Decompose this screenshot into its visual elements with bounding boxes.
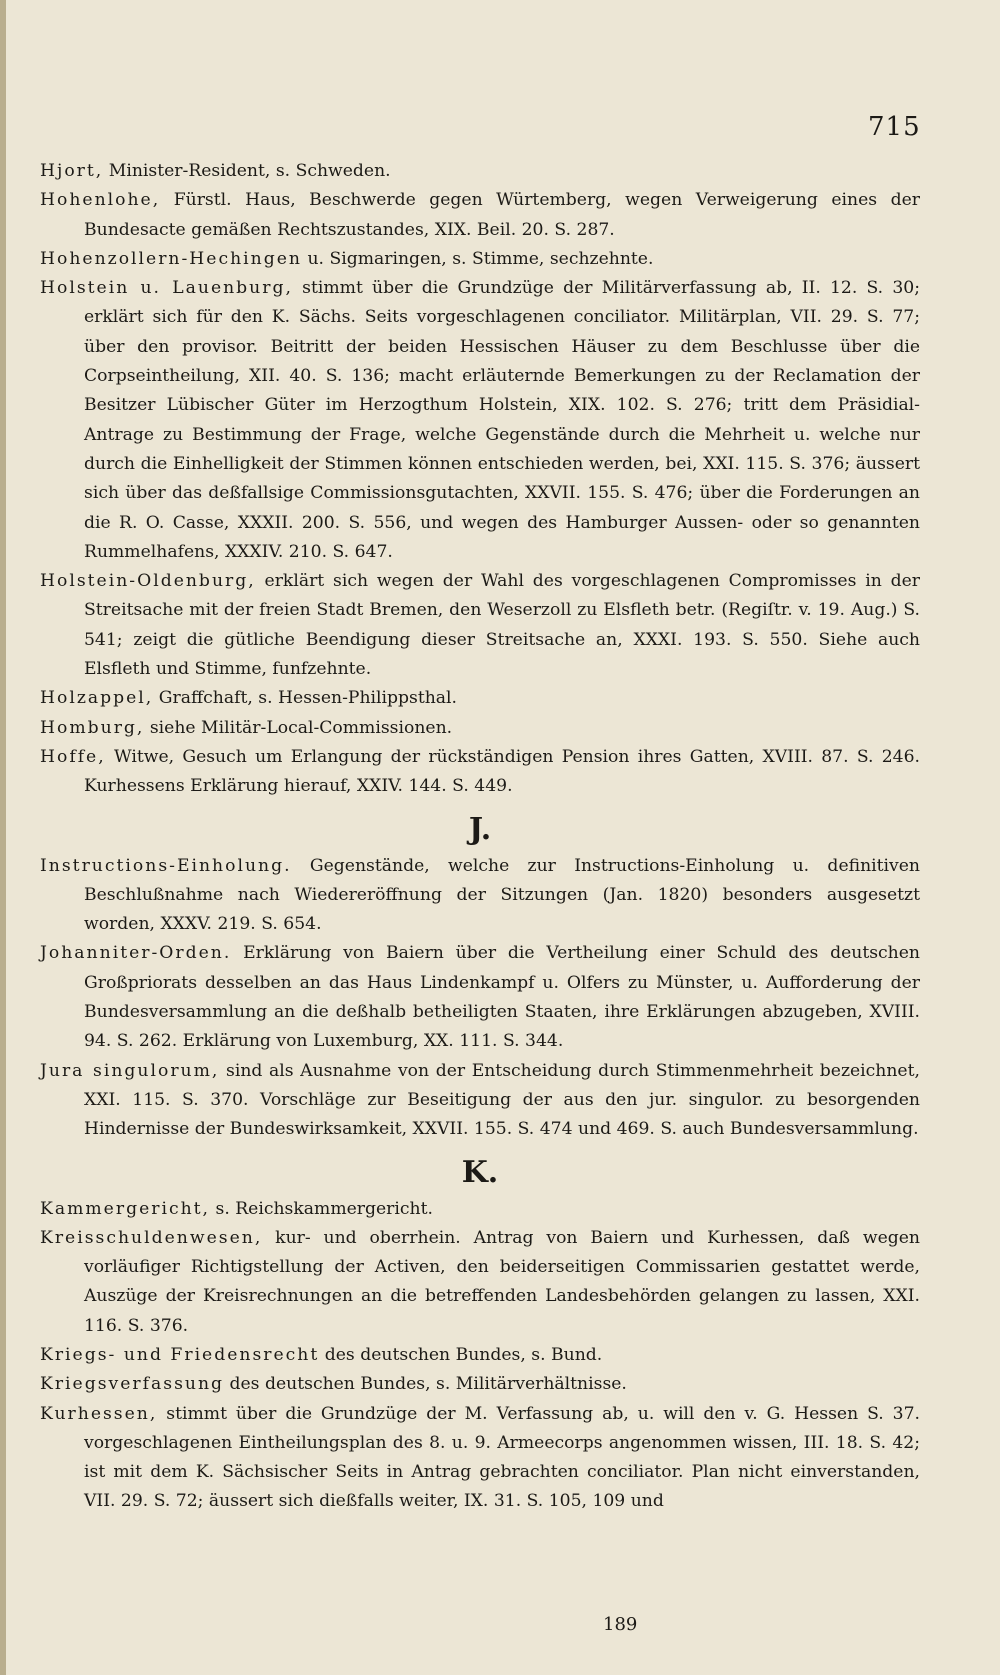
entry-text: des deutschen Bundes, s. Militärverhältnisse.: [224, 1374, 627, 1395]
index-entry: [40, 274, 920, 567]
entry-headword: Kreisschuldenwesen,: [40, 1227, 263, 1248]
entry-text: Fürstl. Haus, Beschwerde gegen Würtemberg, wegen Verweigerung eines der Bundesacte gemäßen Rechtszustandes, XIX. Beil. 20. S. 287.: [84, 190, 920, 240]
index-body: [40, 157, 920, 1517]
entry-text: Minister-Resident, s. Schweden.: [103, 161, 391, 181]
index-entry: [40, 567, 920, 684]
letter-heading: K.: [461, 1154, 499, 1190]
entry-headword: Johanniter-Orden.: [40, 943, 232, 964]
entry-headword: Jura singulorum,: [40, 1060, 220, 1081]
letter-heading: J.: [468, 811, 492, 847]
index-entry: [40, 157, 920, 186]
entry-headword: Hjort,: [40, 161, 104, 181]
entry-text: s. Reichskammergericht.: [210, 1198, 433, 1219]
entry-text: sind als Ausnahme von der Entscheidung durch Stimmenmehrheit bezeichnet, XXI. 115. S. 370. Vorschläge zur Beseitigung der aus den jur. singulor. zu besorgenden Hindernisse der Bundeswirksamkeit, XXVII. 155. S. 474 und 469. S. auch Bundesversammlung.: [84, 1060, 920, 1140]
index-entry: [40, 684, 920, 713]
signature-mark: 189: [603, 1614, 638, 1635]
index-entry: [40, 1400, 920, 1517]
entry-headword: Holstein u. Lauenburg,: [40, 278, 293, 299]
page-number: 715: [868, 112, 921, 142]
entry-text: erklärt sich wegen der Wahl des vorgeschlagenen Compromisses in der Streitsache mit der freien Stadt Bremen, den Weserzoll zu Elsfleth betr. (Regiſtr. v. 19. Aug.) S. 541; zeigt die gütliche Beendigung dieser Streitsache an, XXXI. 193. S. 550. Siehe auch Elsfleth und Stimme, funfzehnte.: [84, 571, 920, 680]
index-entry: [40, 1057, 920, 1145]
index-entry: [40, 939, 920, 1056]
index-entry: [40, 852, 920, 940]
entry-headword: Hohenzollern-Hechingen: [40, 248, 302, 269]
entry-text: stimmt über die Grundzüge der Militärverfassung ab, II. 12. S. 30; erklärt sich für den K. Sächs. Seits vorgeschlagenen conciliator. Militärplan, VII. 29. S. 77; über den provisor. Beitritt der beiden Hessischen Häuser zu dem Beschlusse über die Corpseintheilung, XII. 40. S. 136; macht erläuternde Bemerkungen zu der Reclamation der Besitzer Lübischer Güter im Herzogthum Holstein, XIX. 102. S. 276; tritt dem Präsidial-Antrage zu Bestimmung der Frage, welche Gegenstände durch die Mehrheit u. welche nur durch die Einhelligkeit der Stimmen können entschieden werden, bei, XXI. 115. S. 376; äussert sich über das deßfallsige Commissionsgutachten, XXVII. 155. S. 476; über die Forderungen an die R. O. Casse, XXXII. 200. S. 556, und wegen des Hamburger Aussen- oder so genannten Rummelhafens, XXXIV. 210. S. 647.: [84, 278, 920, 562]
entry-text: u. Sigmaringen, s. Stimme, sechzehnte.: [301, 248, 654, 269]
index-entry: [40, 1341, 920, 1370]
entry-headword: Hohenlohe,: [40, 190, 161, 211]
index-entry: [40, 186, 920, 245]
entry-headword: Instructions-Einholung.: [40, 855, 292, 876]
entry-headword: Kammergericht,: [40, 1198, 211, 1219]
entry-text: stimmt über die Grundzüge der M. Verfassung ab, u. will den v. G. Hessen S. 37. vorgeschlagenen Eintheilungsplan des 8. u. 9. Armeecorps angenommen wissen, III. 18. S. 42; ist mit dem K. Sächsischer Seits in Antrag gebrachten conciliator. Plan nicht einverstanden, VII. 29. S. 72; äussert sich dießfalls weiter, IX. 31. S. 105, 109 und: [84, 1403, 920, 1512]
entry-text: Witwe, Gesuch um Erlangung der rückständigen Pension ihres Gatten, XVIII. 87. S. 246. Kurhessens Erklärung hierauf, XXIV. 144. S. 449.: [84, 746, 920, 797]
entry-text: Gegenstände, welche zur Instructions-Einholung u. definitiven Beschlußnahme nach Wiedereröffnung der Sitzungen (Jan. 1820) besonders ausgesetzt worden, XXXV. 219. S. 654.: [84, 855, 920, 935]
entry-headword: Holzappel,: [40, 688, 154, 709]
index-entry: [40, 1370, 920, 1399]
entry-headword: Homburg,: [40, 717, 145, 738]
entry-text: Erklärung von Baiern über die Vertheilung einer Schuld des deutschen Großpriorats desselben an das Haus Lindenkampf u. Olfers zu Münster, u. Aufforderung der Bundesversammlung an die deßhalb betheiligten Staaten, ihre Erklärungen abzugeben, XVIII. 94. S. 262. Erklärung von Luxemburg, XX. 111. S. 344.: [84, 943, 920, 1052]
entry-headword: Kurhessen,: [40, 1403, 158, 1424]
entry-headword: Kriegsverfassung: [40, 1374, 225, 1395]
entry-text: siehe Militär-Local-Commissionen.: [144, 717, 453, 738]
entry-headword: Hoffe,: [40, 746, 106, 767]
index-entry: [40, 714, 920, 743]
entry-text: des deutschen Bundes, s. Bund.: [319, 1344, 603, 1365]
entry-text: Graffchaft, s. Hessen-Philippsthal.: [153, 688, 458, 709]
index-entry: [40, 1224, 920, 1341]
entry-text: kur- und oberrhein. Antrag von Baiern und Kurhessen, daß wegen vorläufiger Richtigstellung der Activen, den beiderseitigen Commissarien gestattet werde, Auszüge der Kreisrechnungen an die betreffenden Landesbehörden gelangen zu lassen, XXI. 116. S. 376.: [84, 1227, 920, 1336]
index-entry: [40, 245, 920, 274]
entry-headword: Kriegs- und Friedensrecht: [40, 1344, 320, 1365]
index-entry: [40, 1195, 920, 1224]
index-entry: [40, 743, 920, 802]
entry-headword: Holstein-Oldenburg,: [40, 571, 256, 592]
